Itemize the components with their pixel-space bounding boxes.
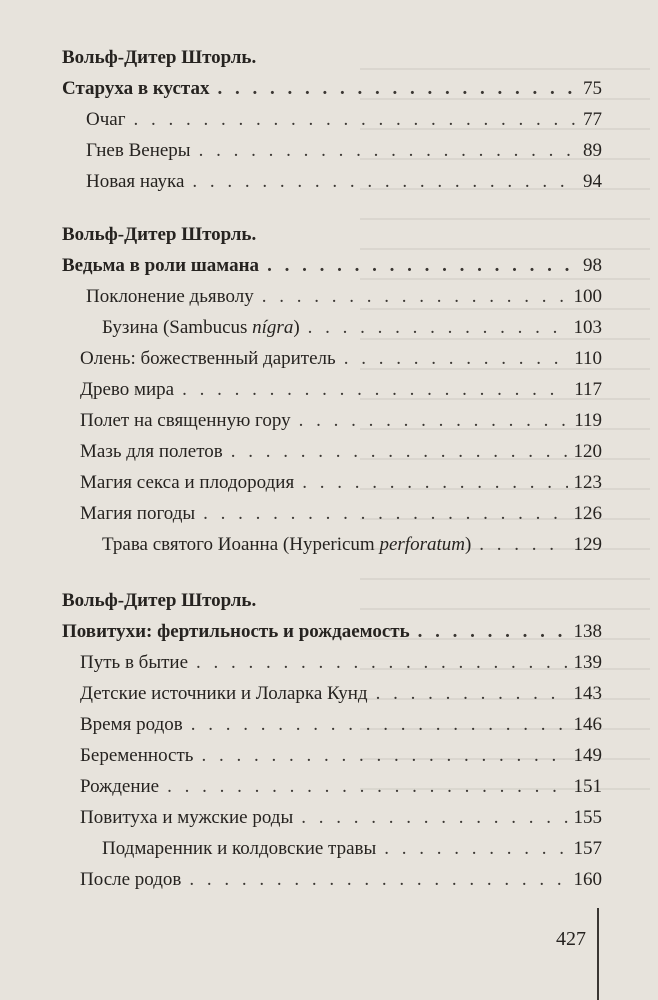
- section-title-row[interactable]: [62, 250, 602, 281]
- page-ref: 157: [573, 838, 602, 859]
- page-ref: 94: [583, 171, 602, 192]
- page-ref: 138: [573, 621, 602, 642]
- entry-label: Путь в бытие: [80, 652, 188, 673]
- toc-entry[interactable]: [62, 529, 602, 560]
- page-ref: 89: [583, 140, 602, 161]
- leader-dots: [384, 833, 567, 864]
- page-ref: 126: [573, 503, 602, 524]
- margin-rule: [597, 908, 599, 1000]
- entry-label: Олень: божественный даритель: [80, 348, 336, 369]
- toc-entry[interactable]: [62, 864, 602, 895]
- leader-dots: [479, 529, 567, 560]
- section-title-row[interactable]: [62, 616, 602, 647]
- page-ref: 100: [573, 286, 602, 307]
- toc-entry[interactable]: [62, 833, 602, 864]
- leader-dots: [308, 312, 568, 343]
- section-title: Ведьма в роли шамана: [62, 255, 260, 276]
- entry-label: Время родов: [80, 714, 183, 735]
- toc-entry[interactable]: [62, 436, 602, 467]
- entry-label: Магия погоды: [80, 503, 196, 524]
- page-ref: 119: [574, 410, 602, 431]
- toc-entry[interactable]: [62, 135, 602, 166]
- section-author: Вольф-Дитер Шторль.: [62, 224, 257, 245]
- leader-dots: [182, 374, 568, 405]
- toc-entry[interactable]: [62, 802, 602, 833]
- toc-entry[interactable]: [62, 312, 602, 343]
- leader-dots: [134, 104, 577, 135]
- page-ref: 129: [573, 534, 602, 555]
- page-ref: 75: [583, 78, 602, 99]
- entry-label: Трава святого Иоанна (Hypericum perforatum): [102, 534, 472, 555]
- entry-label: Беременность: [80, 745, 194, 766]
- section-author: Вольф-Дитер Шторль.: [62, 590, 257, 611]
- entry-label: Полет на священную гору: [80, 410, 291, 431]
- leader-dots: [302, 467, 567, 498]
- entry-label: Детские источники и Лоларка Кунд: [80, 683, 368, 704]
- toc-entry[interactable]: [62, 647, 602, 678]
- entry-label: Новая наука: [86, 171, 185, 192]
- section-title-row[interactable]: [62, 73, 602, 104]
- toc-entry[interactable]: [62, 166, 602, 197]
- leader-dots: [167, 771, 567, 802]
- entry-label: Очаг: [86, 109, 126, 130]
- leader-dots: [217, 73, 577, 104]
- leader-dots: [301, 802, 567, 833]
- leader-dots: [376, 678, 568, 709]
- page-ref: 139: [573, 652, 602, 673]
- page-ref: 77: [583, 109, 602, 130]
- toc-entry[interactable]: [62, 405, 602, 436]
- leader-dots: [196, 647, 568, 678]
- section-title: Старуха в кустах: [62, 78, 210, 99]
- page-ref: 160: [573, 869, 602, 890]
- entry-label: Гнев Венеры: [86, 140, 191, 161]
- toc-section-1: [62, 43, 602, 197]
- section-title: Повитухи: фертильность и рождаемость: [62, 621, 410, 642]
- leader-dots: [201, 740, 567, 771]
- page-number: 427: [556, 928, 586, 950]
- toc-entry[interactable]: [62, 709, 602, 740]
- page-ref: 151: [573, 776, 602, 797]
- toc-entry[interactable]: [62, 104, 602, 135]
- toc-entry[interactable]: [62, 374, 602, 405]
- toc-section-2: [62, 220, 602, 560]
- toc-section-3: [62, 586, 602, 895]
- entry-label: Подмаренник и колдовские травы: [102, 838, 377, 859]
- entry-label: Древо мира: [80, 379, 175, 400]
- page-ref: 110: [574, 348, 602, 369]
- toc-entry[interactable]: [62, 343, 602, 374]
- page-ref: 123: [573, 472, 602, 493]
- page-ref: 155: [573, 807, 602, 828]
- toc-entry[interactable]: [62, 467, 602, 498]
- leader-dots: [199, 135, 577, 166]
- section-author: Вольф-Дитер Шторль.: [62, 47, 257, 68]
- page-ref: 120: [573, 441, 602, 462]
- entry-label: Рождение: [80, 776, 160, 797]
- leader-dots: [267, 250, 577, 281]
- leader-dots: [344, 343, 569, 374]
- leader-dots: [418, 616, 568, 647]
- toc-entry[interactable]: [62, 498, 602, 529]
- page-ref: 143: [573, 683, 602, 704]
- leader-dots: [262, 281, 568, 312]
- toc-entry[interactable]: [62, 740, 602, 771]
- page-ref: 149: [573, 745, 602, 766]
- entry-label: Мазь для полетов: [80, 441, 223, 462]
- toc-entry[interactable]: [62, 771, 602, 802]
- entry-label: Бузина (Sambucus nígra): [102, 317, 300, 338]
- leader-dots: [191, 709, 568, 740]
- toc-entry[interactable]: [62, 281, 602, 312]
- page-ref: 117: [574, 379, 602, 400]
- entry-label: Магия секса и плодородия: [80, 472, 295, 493]
- leader-dots: [231, 436, 568, 467]
- leader-dots: [189, 864, 567, 895]
- page-ref: 146: [573, 714, 602, 735]
- entry-label: Поклонение дьяволу: [86, 286, 254, 307]
- leader-dots: [192, 166, 577, 197]
- entry-label: После родов: [80, 869, 182, 890]
- leader-dots: [203, 498, 567, 529]
- entry-label: Повитуха и мужские роды: [80, 807, 294, 828]
- page-ref: 103: [573, 317, 602, 338]
- page-ref: 98: [583, 255, 602, 276]
- leader-dots: [299, 405, 569, 436]
- toc-entry[interactable]: [62, 678, 602, 709]
